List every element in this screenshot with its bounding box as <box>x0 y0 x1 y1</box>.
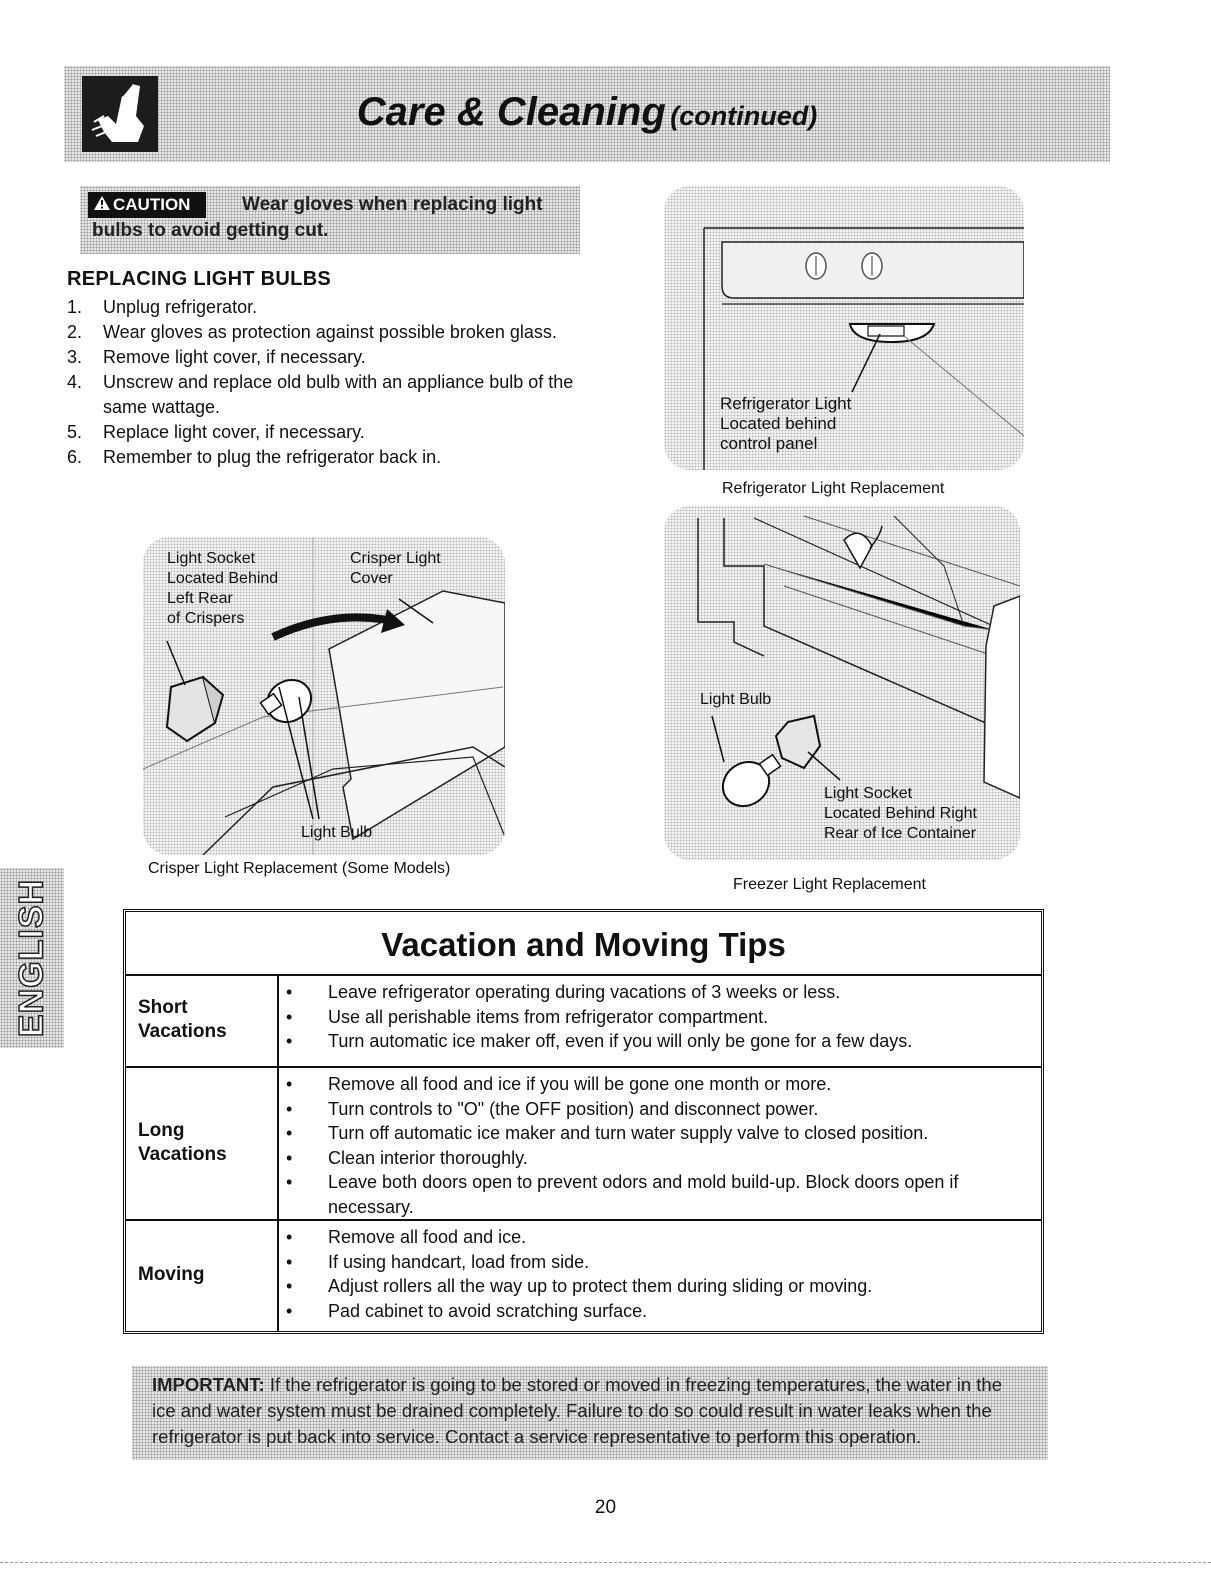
important-notice <box>132 1366 1048 1460</box>
warning-triangle-icon <box>94 192 110 218</box>
list-item: • Remove all food and ice if you will be gone one month or more. <box>286 1072 1027 1097</box>
vacation-tips-table <box>123 909 1044 1334</box>
step-item <box>67 345 587 370</box>
important-label: IMPORTANT: <box>152 1374 265 1395</box>
page-number: 20 <box>594 1497 617 1518</box>
step-item <box>67 320 587 345</box>
step-text: Remove light cover, if necessary. <box>103 347 366 367</box>
page-title-sub: (continued) <box>670 101 818 131</box>
freezer-caption: Freezer Light Replacement <box>733 876 926 893</box>
step-number: 4. <box>67 372 83 392</box>
caution-box <box>80 186 580 254</box>
row-category: Moving <box>126 1219 279 1331</box>
freezer-light-illustration <box>664 506 1020 860</box>
step-text: Remember to plug the refrigerator back in. <box>103 447 442 467</box>
list-item: • Leave both doors open to prevent odors and mold build-up. Block doors open if necessary. <box>286 1170 1027 1219</box>
important-body: If the refrigerator is going to be stored or moved in freezing temperatures, the water in the ice and water system must be drained completely. Failure to do so could result in water leaks when the refrigerator is put back into service. Contact a service representative to perform this operation. <box>152 1374 1003 1447</box>
section-heading: REPLACING LIGHT BULBS <box>67 268 332 290</box>
page-header <box>64 66 1110 162</box>
list-item: • Pad cabinet to avoid scratching surface. <box>286 1299 1027 1324</box>
page-bottom-divider <box>0 1562 1211 1563</box>
row-category: Long Vacations <box>126 1066 279 1219</box>
important-text <box>152 1372 1030 1450</box>
list-item: • Adjust rollers all the way up to protect them during sliding or moving. <box>286 1274 1027 1299</box>
tip-list <box>286 980 1027 1054</box>
step-item <box>67 420 587 445</box>
step-text: Unplug refrigerator. <box>103 297 258 317</box>
label-light-socket: Light Socket Located Behind Left Rear of Crispers <box>167 550 279 627</box>
step-number: 3. <box>67 347 83 367</box>
list-item: • If using handcart, load from side. <box>286 1250 1027 1275</box>
vacation-tips-title: Vacation and Moving Tips <box>126 912 1041 976</box>
list-item: • Clean interior thoroughly. <box>286 1146 1027 1171</box>
label-light-bulb: Light Bulb <box>301 824 373 841</box>
caution-badge-label: CAUTION <box>113 195 191 214</box>
crisper-light-illustration <box>143 537 505 855</box>
list-item: • Turn controls to "O" (the OFF position) and disconnect power. <box>286 1097 1027 1122</box>
page-title-main: Care & Cleaning <box>356 90 666 134</box>
refrigerator-light-illustration <box>664 186 1024 470</box>
table-row <box>126 974 1041 1068</box>
label-crisper-light-cover: Crisper Light Cover <box>350 550 441 587</box>
step-item <box>67 370 587 420</box>
list-item: • Leave refrigerator operating during vacations of 3 weeks or less. <box>286 980 1027 1005</box>
step-number: 1. <box>67 297 83 317</box>
refrigerator-caption: Refrigerator Light Replacement <box>722 480 945 497</box>
step-text: Replace light cover, if necessary. <box>103 422 365 442</box>
caution-text: Wear gloves when replacing light bulbs to avoid getting cut. <box>92 194 543 241</box>
page-title <box>64 90 1110 135</box>
step-number: 2. <box>67 322 83 342</box>
list-item: • Use all perishable items from refrigerator compartment. <box>286 1005 1027 1030</box>
label-refrigerator-light: Refrigerator Light Located behind control panel <box>720 394 852 453</box>
list-item: • Turn automatic ice maker off, even if you will only be gone for a few days. <box>286 1029 1027 1054</box>
table-row <box>126 1066 1041 1221</box>
list-item: • Turn off automatic ice maker and turn water supply valve to closed position. <box>286 1121 1027 1146</box>
step-number: 5. <box>67 422 83 442</box>
list-item: • Remove all food and ice. <box>286 1225 1027 1250</box>
caution-badge <box>88 192 206 218</box>
language-side-tab <box>0 868 64 1048</box>
label-light-socket: Light Socket Located Behind Right Rear of Ice Container <box>824 785 977 842</box>
step-item <box>67 295 587 320</box>
step-item <box>67 445 587 470</box>
step-text: Unscrew and replace old bulb with an appliance bulb of the same wattage. <box>103 372 574 417</box>
label-light-bulb: Light Bulb <box>700 691 772 708</box>
tip-list <box>286 1225 1027 1323</box>
crisper-caption: Crisper Light Replacement (Some Models) <box>148 860 451 877</box>
tip-list <box>286 1072 1027 1219</box>
step-text: Wear gloves as protection against possible broken glass. <box>103 322 557 342</box>
row-category: Short Vacations <box>126 974 279 1066</box>
replacing-steps <box>67 295 587 470</box>
step-number: 6. <box>67 447 83 467</box>
table-row <box>126 1219 1041 1331</box>
language-side-tab-label: ENGLISH <box>12 878 51 1038</box>
